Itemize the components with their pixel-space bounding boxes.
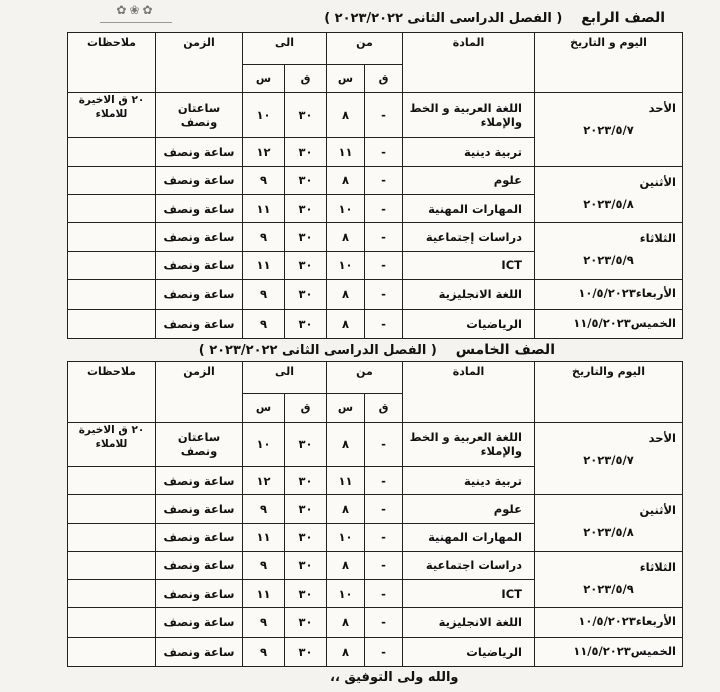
to-hour-cell: ٩ xyxy=(243,608,285,637)
duration-cell: ساعة ونصف xyxy=(156,608,243,637)
to-minute-cell: ٣٠ xyxy=(285,280,327,309)
duration-cell: ساعتان ونصف xyxy=(156,92,243,138)
day-name: الخميس١١/٥/٢٠٢٣ xyxy=(573,315,676,330)
notes-header: ملاحظات xyxy=(68,33,156,93)
to-hour-header: س xyxy=(243,65,285,92)
from-minute-cell: - xyxy=(365,422,403,466)
duration-cell: ساعة ونصف xyxy=(156,251,243,279)
to-minute-cell: ٣٠ xyxy=(285,195,327,223)
duration-cell: ساعة ونصف xyxy=(156,467,243,495)
to-minute-cell: ٣٠ xyxy=(285,551,327,579)
day-date-header: اليوم و التاريخ xyxy=(535,33,683,93)
note-cell xyxy=(68,580,156,608)
day-date: ٢٠٢٣/٥/٧ xyxy=(583,122,634,137)
day-name: الخميس١١/٥/٢٠٢٣ xyxy=(573,643,676,658)
subject-cell: تربية دينية xyxy=(403,138,535,166)
to-minute-cell: ٣٠ xyxy=(285,309,327,338)
subject-cell: تربية دينية xyxy=(403,467,535,495)
day-name: الأحد xyxy=(648,430,676,445)
subject-cell: اللغة العربية و الخط والإملاء xyxy=(403,92,535,138)
note-cell: ٢٠ ق الاخيرة للاملاء xyxy=(68,92,156,138)
day-date: ٢٠٢٣/٥/٨ xyxy=(583,525,634,540)
grade-label: الصف الرابع xyxy=(581,10,665,26)
from-minute-cell: - xyxy=(365,251,403,279)
closing-text: والله ولى التوفيق ،، xyxy=(330,670,459,685)
to-minute-cell: ٣٠ xyxy=(285,422,327,466)
day-date: ٢٠٢٣/٥/٧ xyxy=(583,452,634,467)
to-hour-cell: ٩ xyxy=(243,280,285,309)
from-hour-header: س xyxy=(327,394,365,422)
from-minute-header: ق xyxy=(365,394,403,422)
emblem-icon: ✿❀✿ xyxy=(100,0,172,23)
from-hour-cell: ٨ xyxy=(327,223,365,251)
subject-cell: الرياضيات xyxy=(403,637,535,666)
table-row xyxy=(68,495,683,523)
to-minute-cell: ٣٠ xyxy=(285,523,327,551)
to-minute-cell: ٣٠ xyxy=(285,637,327,666)
from-hour-cell: ١١ xyxy=(327,467,365,495)
from-minute-cell: - xyxy=(365,223,403,251)
time-header: الزمن xyxy=(156,33,243,93)
from-minute-cell: - xyxy=(365,523,403,551)
from-minute-cell: - xyxy=(365,580,403,608)
note-cell xyxy=(68,195,156,223)
from-minute-header: ق xyxy=(365,65,403,92)
note-cell xyxy=(68,608,156,637)
subject-cell: علوم xyxy=(403,166,535,194)
subject-cell: المهارات المهنية xyxy=(403,523,535,551)
to-minute-header: ق xyxy=(285,65,327,92)
from-hour-header: س xyxy=(327,65,365,92)
duration-cell: ساعة ونصف xyxy=(156,637,243,666)
duration-cell: ساعة ونصف xyxy=(156,580,243,608)
from-minute-cell: - xyxy=(365,280,403,309)
from-hour-cell: ١٠ xyxy=(327,251,365,279)
term-label: ( الفصل الدراسى الثانى ٢٠٢٣/٢٠٢٢ ) xyxy=(324,11,563,26)
to-minute-cell: ٣٠ xyxy=(285,223,327,251)
from-minute-cell: - xyxy=(365,92,403,138)
from-hour-cell: ١٠ xyxy=(327,523,365,551)
note-cell xyxy=(68,280,156,309)
note-cell xyxy=(68,637,156,666)
notes-header: ملاحظات xyxy=(68,362,156,423)
from-header: من xyxy=(327,33,403,65)
from-hour-cell: ٨ xyxy=(327,422,365,466)
subject-cell: دراسات إجتماعية xyxy=(403,223,535,251)
table-row xyxy=(68,309,683,338)
from-minute-cell: - xyxy=(365,309,403,338)
day-name: الأربعاء١٠/٥/٢٠٢٣ xyxy=(578,614,676,629)
note-cell xyxy=(68,467,156,495)
day-cell xyxy=(535,223,683,280)
day-name: الأحد xyxy=(648,100,676,115)
term-label: ( الفصل الدراسى الثانى ٢٠٢٣/٢٠٢٢ ) xyxy=(198,343,437,358)
note-cell xyxy=(68,138,156,166)
duration-cell: ساعة ونصف xyxy=(156,223,243,251)
subject-cell: دراسات اجتماعية xyxy=(403,551,535,579)
to-minute-cell: ٣٠ xyxy=(285,251,327,279)
table-row xyxy=(68,608,683,637)
time-header: الزمن xyxy=(156,362,243,423)
to-hour-cell: ٩ xyxy=(243,166,285,194)
from-header: من xyxy=(327,362,403,394)
day-cell xyxy=(535,608,683,637)
subject-cell: الرياضيات xyxy=(403,309,535,338)
note-cell xyxy=(68,166,156,194)
note-cell xyxy=(68,523,156,551)
from-minute-cell: - xyxy=(365,467,403,495)
to-hour-cell: ١١ xyxy=(243,523,285,551)
duration-cell: ساعة ونصف xyxy=(156,166,243,194)
day-name: الأثنين xyxy=(639,503,676,518)
to-minute-cell: ٣٠ xyxy=(285,138,327,166)
table-row xyxy=(68,280,683,309)
table-row xyxy=(68,92,683,138)
to-hour-cell: ٩ xyxy=(243,551,285,579)
duration-cell: ساعتان ونصف xyxy=(156,422,243,466)
from-hour-cell: ٨ xyxy=(327,551,365,579)
to-minute-cell: ٣٠ xyxy=(285,92,327,138)
note-cell xyxy=(68,495,156,523)
grade-label: الصف الخامس xyxy=(455,342,555,358)
to-hour-cell: ١١ xyxy=(243,195,285,223)
day-name: الأثنين xyxy=(639,174,676,189)
to-header: الى xyxy=(243,33,327,65)
from-hour-cell: ٨ xyxy=(327,637,365,666)
from-minute-cell: - xyxy=(365,551,403,579)
subject-cell: ICT xyxy=(403,251,535,279)
day-cell xyxy=(535,92,683,166)
subject-cell: اللغة الانجليزية xyxy=(403,608,535,637)
day-cell xyxy=(535,637,683,666)
duration-cell: ساعة ونصف xyxy=(156,523,243,551)
subject-cell: ICT xyxy=(403,580,535,608)
day-name: الثلاثاء xyxy=(639,231,676,246)
day-date: ٢٠٢٣/٥/٨ xyxy=(583,196,634,211)
to-minute-cell: ٣٠ xyxy=(285,467,327,495)
from-hour-cell: ٨ xyxy=(327,608,365,637)
duration-cell: ساعة ونصف xyxy=(156,309,243,338)
subject-cell: اللغة الانجليزية xyxy=(403,280,535,309)
to-hour-cell: ١٢ xyxy=(243,467,285,495)
from-minute-cell: - xyxy=(365,637,403,666)
day-name: الثلاثاء xyxy=(639,559,676,574)
note-cell xyxy=(68,551,156,579)
from-hour-cell: ٨ xyxy=(327,309,365,338)
from-minute-cell: - xyxy=(365,138,403,166)
to-hour-header: س xyxy=(243,394,285,422)
to-minute-cell: ٣٠ xyxy=(285,580,327,608)
table-row xyxy=(68,422,683,466)
subject-header: المادة xyxy=(403,362,535,423)
note-cell xyxy=(68,251,156,279)
day-date: ٢٠٢٣/٥/٩ xyxy=(583,581,634,596)
to-minute-header: ق xyxy=(285,394,327,422)
subject-cell: علوم xyxy=(403,495,535,523)
duration-cell: ساعة ونصف xyxy=(156,495,243,523)
to-minute-cell: ٣٠ xyxy=(285,495,327,523)
table-row xyxy=(68,166,683,194)
day-name: الأربعاء١٠/٥/٢٠٢٣ xyxy=(578,286,676,301)
note-cell: ٢٠ ق الاخيرة للاملاء xyxy=(68,422,156,466)
duration-cell: ساعة ونصف xyxy=(156,551,243,579)
to-minute-cell: ٣٠ xyxy=(285,166,327,194)
subject-header: المادة xyxy=(403,33,535,93)
from-hour-cell: ٨ xyxy=(327,92,365,138)
subject-cell: المهارات المهنية xyxy=(403,195,535,223)
from-minute-cell: - xyxy=(365,608,403,637)
to-hour-cell: ٩ xyxy=(243,637,285,666)
to-hour-cell: ١١ xyxy=(243,251,285,279)
day-date: ٢٠٢٣/٥/٩ xyxy=(583,253,634,268)
to-hour-cell: ١٢ xyxy=(243,138,285,166)
from-hour-cell: ١٠ xyxy=(327,580,365,608)
day-cell xyxy=(535,495,683,552)
schedule-table xyxy=(67,361,683,667)
from-minute-cell: - xyxy=(365,195,403,223)
from-hour-cell: ٨ xyxy=(327,280,365,309)
table-row xyxy=(68,637,683,666)
to-hour-cell: ١١ xyxy=(243,580,285,608)
day-cell xyxy=(535,551,683,608)
to-hour-cell: ٩ xyxy=(243,309,285,338)
to-header: الى xyxy=(243,362,327,394)
note-cell xyxy=(68,309,156,338)
from-hour-cell: ٨ xyxy=(327,495,365,523)
to-hour-cell: ٩ xyxy=(243,223,285,251)
schedule-table xyxy=(67,32,683,339)
duration-cell: ساعة ونصف xyxy=(156,280,243,309)
subject-cell: اللغة العربية و الخط والإملاء xyxy=(403,422,535,466)
day-cell xyxy=(535,309,683,338)
from-hour-cell: ١٠ xyxy=(327,195,365,223)
section-title xyxy=(324,10,665,32)
duration-cell: ساعة ونصف xyxy=(156,195,243,223)
day-cell xyxy=(535,166,683,223)
table-row xyxy=(68,551,683,579)
day-date-header: اليوم والتاريخ xyxy=(535,362,683,423)
from-hour-cell: ١١ xyxy=(327,138,365,166)
from-minute-cell: - xyxy=(365,495,403,523)
from-minute-cell: - xyxy=(365,166,403,194)
to-hour-cell: ٩ xyxy=(243,495,285,523)
day-cell xyxy=(535,422,683,495)
duration-cell: ساعة ونصف xyxy=(156,138,243,166)
note-cell xyxy=(68,223,156,251)
day-cell xyxy=(535,280,683,309)
from-hour-cell: ٨ xyxy=(327,166,365,194)
table-row xyxy=(68,223,683,251)
to-hour-cell: ١٠ xyxy=(243,92,285,138)
to-hour-cell: ١٠ xyxy=(243,422,285,466)
to-minute-cell: ٣٠ xyxy=(285,608,327,637)
